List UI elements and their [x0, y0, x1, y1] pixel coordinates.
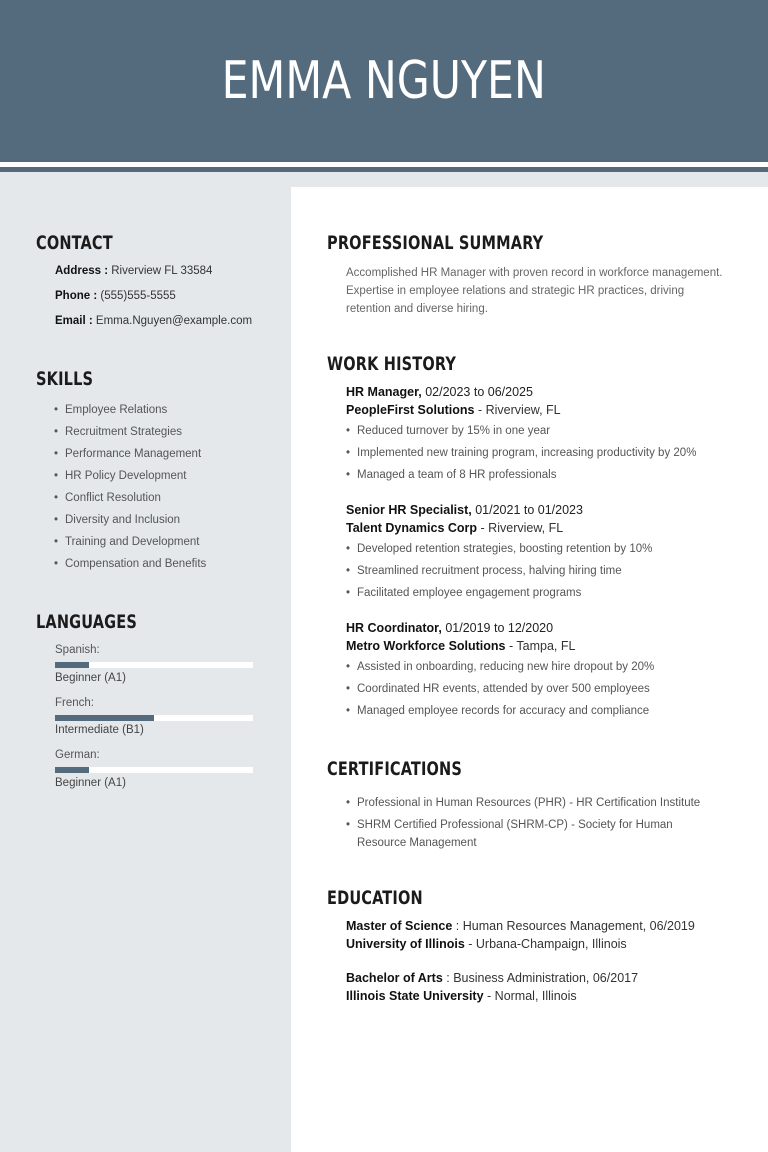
summary-title: PROFESSIONAL SUMMARY	[327, 232, 544, 254]
job-bullet: • Developed retention strategies, boosting retention by 10%	[346, 543, 652, 565]
certification-item: • SHRM Certified Professional (SHRM-CP) - Society for Human Resource Management	[346, 816, 716, 852]
contact-title: CONTACT	[36, 232, 113, 254]
address-value: Riverview FL 33584	[111, 265, 213, 277]
company-location: - Tampa, FL	[509, 639, 576, 653]
job-bullet: • Managed a team of 8 HR professionals	[346, 469, 696, 491]
job-bullet: • Implemented new training program, increasing productivity by 20%	[346, 447, 696, 469]
job-title	[346, 621, 553, 635]
company-name: Metro Workforce Solutions	[346, 639, 506, 653]
school-name: University of Illinois	[346, 937, 465, 951]
company-location: - Riverview, FL	[480, 521, 564, 535]
work-history-title: WORK HISTORY	[327, 353, 457, 375]
language-level-bar	[55, 715, 253, 721]
education-school	[346, 989, 577, 1003]
email-label: Email :	[55, 315, 93, 327]
school-name: Illinois State University	[346, 989, 484, 1003]
summary-text: Accomplished HR Manager with proven record in workforce management. Expertise in employee relations and strategic HR practices, driving retention and diverse hiring.	[346, 267, 723, 315]
education-school	[346, 937, 627, 951]
school-location: - Urbana-Champaign, Illinois	[468, 937, 627, 951]
skill-item: • Compensation and Benefits	[54, 558, 206, 580]
address-label: Address :	[55, 265, 109, 277]
resume-header	[0, 0, 768, 162]
company-location: - Riverview, FL	[477, 403, 561, 417]
skill-item: • Diversity and Inclusion	[54, 514, 206, 536]
education-title: EDUCATION	[327, 887, 423, 909]
languages-title: LANGUAGES	[36, 611, 137, 633]
certification-item: • Professional in Human Resources (PHR) - HR Certification Institute	[346, 794, 716, 812]
skill-item: • Employee Relations	[54, 404, 206, 426]
job-role: HR Coordinator,	[346, 621, 442, 635]
company-name: Talent Dynamics Corp	[346, 521, 478, 535]
skills-title: SKILLS	[36, 368, 94, 390]
degree-name: Master of Science	[346, 919, 453, 933]
contact-email	[55, 315, 252, 327]
skill-item: • Training and Development	[54, 536, 206, 558]
job-bullets	[346, 425, 696, 491]
degree-field: : Human Resources Management, 06/2019	[455, 919, 695, 933]
language-level-fill	[55, 767, 89, 773]
job-bullets	[346, 543, 652, 609]
job-bullet: • Coordinated HR events, attended by over 500 employees	[346, 683, 654, 705]
language-name: French:	[55, 697, 94, 709]
phone-label: Phone :	[55, 290, 98, 302]
skill-item: • Recruitment Strategies	[54, 426, 206, 448]
language-level-bar	[55, 767, 253, 773]
contact-address	[55, 265, 212, 277]
contact-phone	[55, 290, 176, 302]
education-degree	[346, 971, 638, 985]
company-name: PeopleFirst Solutions	[346, 403, 475, 417]
language-name: German:	[55, 749, 100, 761]
certifications-list	[346, 794, 716, 852]
skill-item: • Performance Management	[54, 448, 206, 470]
candidate-name: EMMA NGUYEN	[221, 51, 547, 111]
job-dates: 02/2023 to 06/2025	[425, 385, 533, 399]
skills-list	[54, 404, 206, 580]
skill-item: • HR Policy Development	[54, 470, 206, 492]
degree-name: Bachelor of Arts	[346, 971, 443, 985]
school-location: - Normal, Illinois	[487, 989, 577, 1003]
language-level-fill	[55, 715, 154, 721]
job-bullet: • Facilitated employee engagement programs	[346, 587, 652, 609]
education-degree	[346, 919, 695, 933]
job-bullets	[346, 661, 654, 727]
job-bullet: • Reduced turnover by 15% in one year	[346, 425, 696, 447]
language-level-fill	[55, 662, 89, 668]
certifications-title: CERTIFICATIONS	[327, 758, 463, 780]
job-bullet: • Streamlined recruitment process, halving hiring time	[346, 565, 652, 587]
email-value: Emma.Nguyen@example.com	[95, 315, 253, 327]
job-dates: 01/2021 to 01/2023	[475, 503, 583, 517]
job-title	[346, 503, 583, 517]
job-company	[346, 521, 563, 535]
skill-item: • Conflict Resolution	[54, 492, 206, 514]
job-role: Senior HR Specialist,	[346, 503, 472, 517]
job-company	[346, 403, 561, 417]
job-dates: 01/2019 to 12/2020	[445, 621, 554, 635]
language-level: Intermediate (B1)	[55, 724, 144, 736]
degree-field: : Business Administration, 06/2017	[446, 971, 639, 985]
job-company	[346, 639, 575, 653]
job-role: HR Manager,	[346, 385, 422, 399]
language-level: Beginner (A1)	[55, 777, 126, 789]
language-name: Spanish:	[55, 644, 100, 656]
job-title	[346, 385, 533, 399]
language-level-bar	[55, 662, 253, 668]
language-level: Beginner (A1)	[55, 672, 126, 684]
job-bullet: • Assisted in onboarding, reducing new hire dropout by 20%	[346, 661, 654, 683]
job-bullet: • Managed employee records for accuracy and compliance	[346, 705, 654, 727]
phone-value: (555)555-5555	[100, 290, 176, 302]
